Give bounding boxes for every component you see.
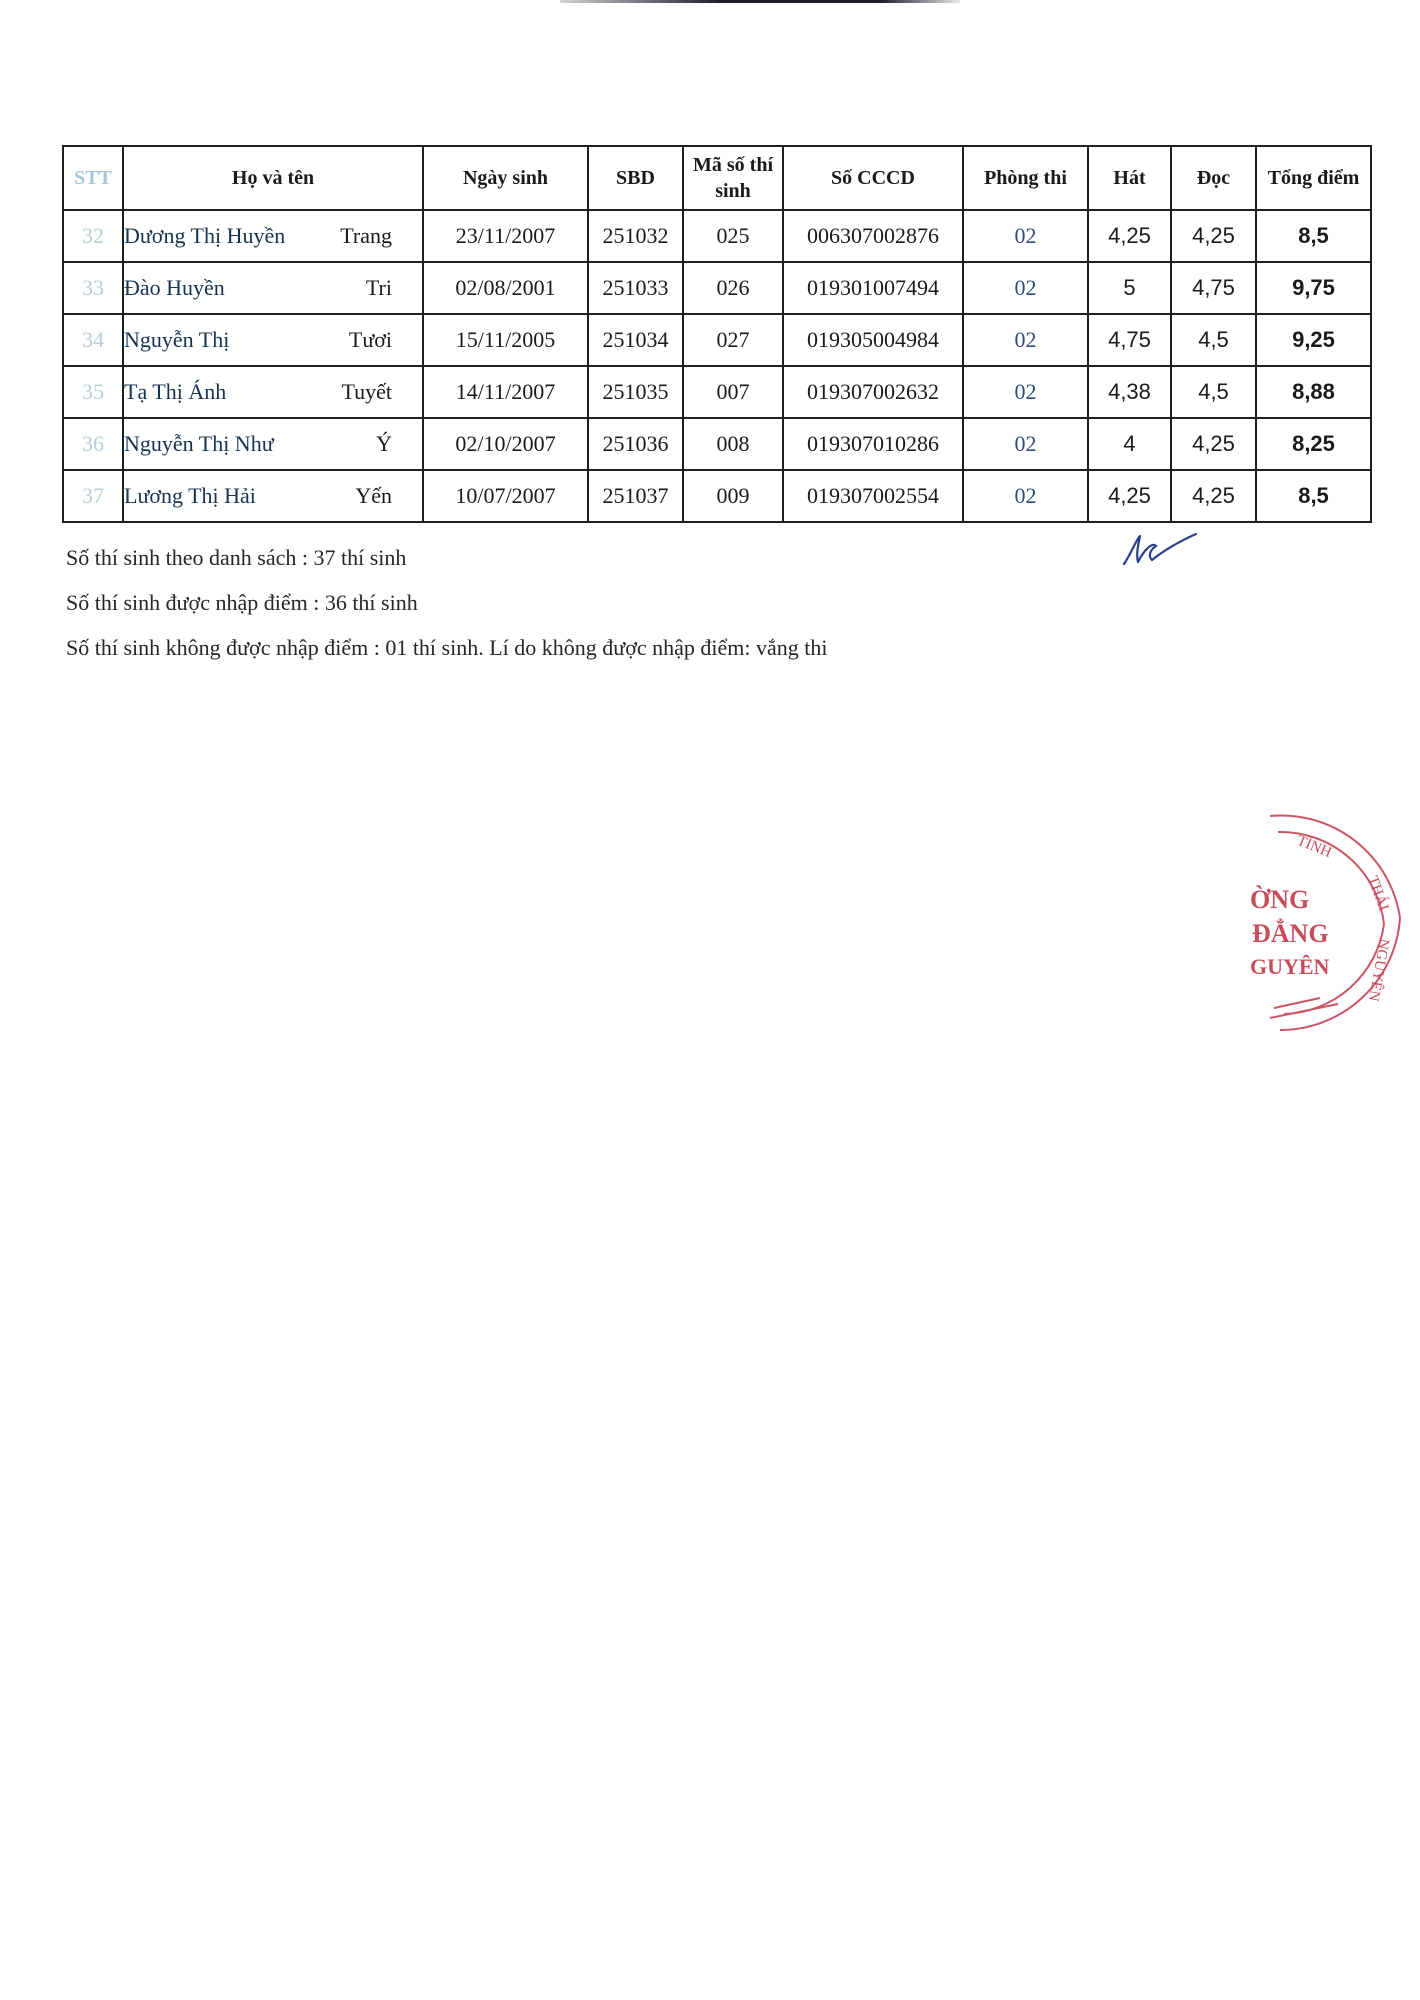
cell-room: 02 <box>963 470 1088 522</box>
cell-last-middle-name: Lương Thị Hải <box>124 483 256 508</box>
cell-stt: 32 <box>63 210 123 262</box>
header-cccd: Số CCCD <box>783 146 963 210</box>
header-candidate-code-line1: Mã số thí <box>693 154 773 176</box>
score-table <box>62 145 1372 523</box>
cell-cccd: 019305004984 <box>783 314 963 366</box>
cell-candidate-code: 025 <box>683 210 783 262</box>
header-stt: STT <box>63 146 123 210</box>
cell-total-score: 9,25 <box>1256 314 1371 366</box>
cell-total-score: 8,25 <box>1256 418 1371 470</box>
cell-room: 02 <box>963 314 1088 366</box>
header-total-score: Tổng điểm <box>1256 146 1371 210</box>
cell-dob: 14/11/2007 <box>423 366 588 418</box>
signature-mark <box>1118 528 1198 568</box>
cell-candidate-code: 007 <box>683 366 783 418</box>
cell-name <box>123 418 423 470</box>
cell-read-score: 4,25 <box>1171 210 1256 262</box>
cell-last-middle-name: Dương Thị Huyền <box>124 223 286 248</box>
cell-sing-score: 5 <box>1088 262 1171 314</box>
cell-cccd: 019307002632 <box>783 366 963 418</box>
cell-room: 02 <box>963 210 1088 262</box>
cell-dob: 15/11/2005 <box>423 314 588 366</box>
header-sbd: SBD <box>588 146 683 210</box>
cell-sbd: 251034 <box>588 314 683 366</box>
cell-name <box>123 470 423 522</box>
cell-read-score: 4,5 <box>1171 314 1256 366</box>
cell-first-name: Tuyết <box>341 379 392 404</box>
svg-text:ỜNG: ỜNG <box>1250 885 1310 914</box>
table-row <box>63 262 1371 314</box>
cell-candidate-code: 009 <box>683 470 783 522</box>
cell-sbd: 251035 <box>588 366 683 418</box>
cell-first-name: Trang <box>340 223 392 248</box>
table-row <box>63 366 1371 418</box>
cell-dob: 02/08/2001 <box>423 262 588 314</box>
table-row <box>63 314 1371 366</box>
cell-name <box>123 366 423 418</box>
header-dob: Ngày sinh <box>423 146 588 210</box>
cell-last-middle-name: Nguyễn Thị Như <box>124 431 274 456</box>
cell-candidate-code: 027 <box>683 314 783 366</box>
note-listed-count: Số thí sinh theo danh sách : 37 thí sinh <box>66 545 407 570</box>
cell-room: 02 <box>963 418 1088 470</box>
table-row <box>63 210 1371 262</box>
svg-text:GUYÊN: GUYÊN <box>1250 954 1330 979</box>
note-not-entered-count: Số thí sinh không được nhập điểm : 01 thí sinh. Lí do không được nhập điểm: vắng thi <box>66 635 828 660</box>
cell-stt: 34 <box>63 314 123 366</box>
cell-cccd: 006307002876 <box>783 210 963 262</box>
summary-notes <box>66 535 827 670</box>
cell-stt: 35 <box>63 366 123 418</box>
table-row <box>63 470 1371 522</box>
cell-name <box>123 262 423 314</box>
scan-edge-line <box>560 0 960 3</box>
header-read-score: Đọc <box>1171 146 1256 210</box>
cell-candidate-code: 026 <box>683 262 783 314</box>
cell-total-score: 8,5 <box>1256 470 1371 522</box>
cell-sing-score: 4 <box>1088 418 1171 470</box>
cell-stt: 36 <box>63 418 123 470</box>
cell-stt: 33 <box>63 262 123 314</box>
cell-last-middle-name: Tạ Thị Ánh <box>124 379 227 404</box>
cell-total-score: 8,5 <box>1256 210 1371 262</box>
table-row <box>63 418 1371 470</box>
svg-text:ĐẲNG: ĐẲNG <box>1252 919 1329 948</box>
cell-read-score: 4,25 <box>1171 470 1256 522</box>
header-room: Phòng thi <box>963 146 1088 210</box>
cell-sbd: 251033 <box>588 262 683 314</box>
cell-first-name: Tri <box>365 275 392 300</box>
cell-name <box>123 314 423 366</box>
cell-total-score: 8,88 <box>1256 366 1371 418</box>
header-sing-score: Hát <box>1088 146 1171 210</box>
cell-last-middle-name: Đào Huyền <box>124 275 225 300</box>
official-seal <box>1250 808 1410 1038</box>
cell-last-middle-name: Nguyễn Thị <box>124 327 230 352</box>
cell-sbd: 251032 <box>588 210 683 262</box>
cell-dob: 23/11/2007 <box>423 210 588 262</box>
cell-cccd: 019301007494 <box>783 262 963 314</box>
cell-room: 02 <box>963 262 1088 314</box>
cell-name <box>123 210 423 262</box>
cell-first-name: Tươi <box>348 327 392 352</box>
svg-text:NGUYÊN: NGUYÊN <box>1365 937 1392 1003</box>
cell-sing-score: 4,25 <box>1088 210 1171 262</box>
cell-read-score: 4,75 <box>1171 262 1256 314</box>
cell-dob: 10/07/2007 <box>423 470 588 522</box>
cell-total-score: 9,75 <box>1256 262 1371 314</box>
header-name: Họ và tên <box>123 146 423 210</box>
header-candidate-code-line2: sinh <box>715 180 751 202</box>
cell-cccd: 019307002554 <box>783 470 963 522</box>
cell-room: 02 <box>963 366 1088 418</box>
cell-sbd: 251037 <box>588 470 683 522</box>
cell-read-score: 4,25 <box>1171 418 1256 470</box>
cell-candidate-code: 008 <box>683 418 783 470</box>
svg-text:TỈNH: TỈNH <box>1294 832 1334 862</box>
cell-sing-score: 4,75 <box>1088 314 1171 366</box>
cell-cccd: 019307010286 <box>783 418 963 470</box>
cell-dob: 02/10/2007 <box>423 418 588 470</box>
header-candidate-code <box>683 146 783 210</box>
svg-text:THÁI: THÁI <box>1364 873 1392 914</box>
table-header-row <box>63 146 1371 210</box>
cell-first-name: Yến <box>355 483 392 508</box>
cell-sing-score: 4,38 <box>1088 366 1171 418</box>
cell-stt: 37 <box>63 470 123 522</box>
cell-read-score: 4,5 <box>1171 366 1256 418</box>
cell-first-name: Ý <box>376 431 392 456</box>
cell-sing-score: 4,25 <box>1088 470 1171 522</box>
note-entered-count: Số thí sinh được nhập điểm : 36 thí sinh <box>66 590 418 615</box>
cell-sbd: 251036 <box>588 418 683 470</box>
